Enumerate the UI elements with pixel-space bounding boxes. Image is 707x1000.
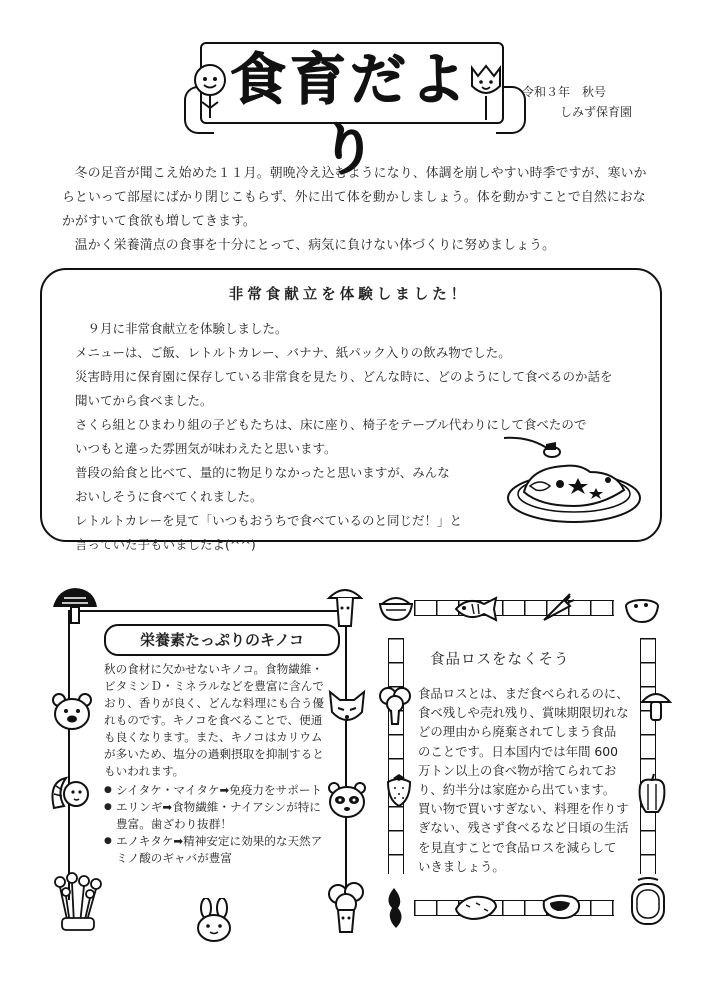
kinoko-intro: 秋の食材に欠かせないキノコ。食物繊維・ビタミンＤ・ミネラルなどを豊富に含んでおり、香りが良く、どんな料理にも合う優れものです。キノコを食べることで、便通も良くなります。また、キノコはカリウムが多いため、塩分の過剰摂取を抑制するともいわれます。 <box>104 662 325 778</box>
intro-paragraph-2: 温かく栄養満点の食事を十分にとって、病気に負けない体づくりに努めましょう。 <box>74 238 556 253</box>
emergency-line: ９月に非常食献立を体験しました。 <box>75 321 288 336</box>
shiitake-icon <box>50 585 100 625</box>
foodloss-line: を見直すことで食品ロスを減らして <box>418 839 617 855</box>
sweet-potato-icon <box>454 893 498 921</box>
emergency-line: レトルトカレーを見て「いつもおうちで食べているのと同じだ！」と <box>75 513 463 528</box>
vine-right <box>345 610 347 900</box>
emergency-line: さくら組とひまわり組の子どもたちは、床に座り、椅子をテーブル代わりにして食べたので <box>75 417 587 432</box>
list-item: ● シイタケ・マイタケ➡免疫力をサポート <box>104 782 326 799</box>
foodloss-border-right <box>640 638 656 874</box>
foodloss-line: 万トン以上の食べ物が捨てられてお <box>418 762 617 778</box>
intro-paragraph-1: 冬の足音が聞こえ始めた１１月。朝晩冷え込むようになり、体調を崩しやすい時季ですが、寒いからといって部屋にばかり閉じこもらず、外に出て体を動かしましょう。体を動かすことで自然におなかがすいて食欲も増してきます。 <box>62 166 647 229</box>
foodloss-body <box>418 684 629 876</box>
emergency-line: 普段の給食と比べて、量的に物足りなかったと思いますが、みんな <box>75 465 450 480</box>
foodloss-border-bottom <box>414 900 614 916</box>
emergency-food-title: 非常食献立を体験しました！ <box>228 287 470 303</box>
emergency-line: 聞いてから食べました。 <box>75 393 213 408</box>
enoki-cluster-icon <box>48 872 110 932</box>
vine-left <box>68 610 70 900</box>
foodloss-line: 買い物で買いすぎない、料理を作りす <box>418 801 629 817</box>
steak-icon <box>540 893 582 921</box>
strawberry-icon <box>384 772 414 808</box>
school-name: しみず保育園 <box>560 105 633 119</box>
broccoli-icon <box>378 684 412 726</box>
foodloss-line: いきましょう。 <box>418 858 505 874</box>
bell-pepper-icon <box>636 772 668 814</box>
sardine-can-icon <box>628 876 668 928</box>
tulip-character-icon <box>466 60 506 122</box>
emergency-line: おいしそうに食べてくれました。 <box>75 489 263 504</box>
fish-icon <box>454 596 498 622</box>
fox-face-icon <box>326 688 368 730</box>
seaweed-icon <box>382 884 412 930</box>
kinoko-list <box>104 782 326 867</box>
soup-bowl-icon <box>624 594 660 624</box>
page-title: 食育だより <box>230 48 470 183</box>
emergency-line: 言っていた子もいましたよ(^^) <box>75 537 256 552</box>
mushroom-icon <box>640 688 672 722</box>
list-item: ● エリンギ➡食物繊維・ナイアシンが特に豊富。歯ざわり抜群！ <box>104 799 326 833</box>
intro-text <box>62 162 652 258</box>
emergency-line: 災害時用に保育園に保存している非常食を見たり、どんな時に、どのようにして食べるのか話を <box>75 369 613 384</box>
foodloss-line: ぎない、残さず食べるなど日頃の生活 <box>418 820 629 836</box>
foodloss-line: のことです。日本国内では年間 600 <box>418 743 619 759</box>
foodloss-border-top <box>414 600 614 616</box>
emergency-line: いつもと違った雰囲気が味わえたと思います。 <box>75 441 337 456</box>
foodloss-line: り、約半分は家庭から出ています。 <box>418 782 616 798</box>
raccoon-face-icon <box>326 780 368 820</box>
foodloss-line: 食べ残しや売れ残り、賞味期限切れな <box>418 705 629 721</box>
bear-face-icon <box>50 692 94 732</box>
list-item: ● エノキタケ➡精神安定に効果的な天然アミノ酸のギャバが豊富 <box>104 833 326 867</box>
carrot-icon <box>540 592 576 624</box>
squirrel-icon <box>48 772 92 814</box>
rice-bowl-icon <box>378 592 414 622</box>
rabbit-face-icon <box>190 898 238 942</box>
issue-date: 令和３年 秋号 <box>522 85 607 99</box>
foodloss-line: 食品ロスとは、まだ食べられるのに、 <box>418 686 629 701</box>
mushroom-character-icon <box>188 62 232 122</box>
broccoli-icon <box>326 880 366 936</box>
foodloss-line: どの理由から廃棄されてしまう食品 <box>418 724 617 740</box>
vine-top <box>68 610 345 612</box>
foodloss-border-left <box>388 638 404 874</box>
kinoko-title: 栄養素たっぷりのキノコ <box>104 624 340 656</box>
king-oyster-icon <box>325 582 365 628</box>
foodloss-title: 食品ロスをなくそう <box>430 652 570 668</box>
emergency-line: メニューは、ご飯、レトルトカレー、バナナ、紙パック入りの飲み物でした。 <box>75 345 511 360</box>
kinoko-body <box>104 661 326 867</box>
curry-plate-icon <box>500 428 650 528</box>
